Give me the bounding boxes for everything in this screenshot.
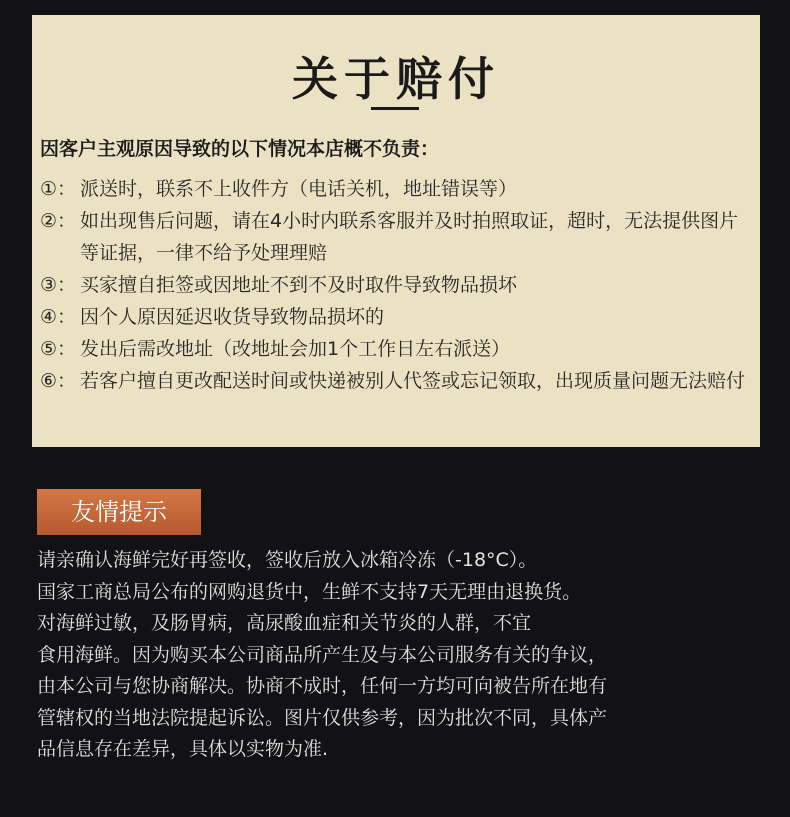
friendly-tip-badge: 友情提示 [37,489,201,535]
rule-number: ②： [40,210,77,232]
intro-text: 因客户主观原因导致的以下情况本店概不负责： [40,138,440,160]
tip-line: 食用海鲜。因为购买本公司商品所产生及与本公司服务有关的争议， [37,643,608,666]
list-item [40,205,752,269]
rule-number: ⑥： [40,370,77,392]
rule-text: 如出现售后问题，请在4小时内联系客服并及时拍照取证，超时，无法提供图片等证据，一律不给予处理理赔 [80,210,739,264]
tip-paragraph [37,545,757,766]
tip-line: 对海鲜过敏，及肠胃病，高尿酸血症和关节炎的人群，不宜 [37,612,532,634]
rule-text: 因个人原因延迟收货导致物品损坏的 [80,306,385,328]
title-divider [371,107,419,110]
rule-number: ⑤： [40,338,77,360]
panel-title: 关于赔付 [292,52,500,106]
rule-text: 派送时，联系不上收件方（电话关机，地址错误等） [80,178,518,200]
compensation-panel [32,15,760,447]
tip-line: 国家工商总局公布的网购退货中，生鲜不支持7天无理由退换货。 [37,580,582,603]
list-item [40,333,752,365]
rule-number: ③： [40,274,77,296]
tip-line: 管辖权的当地法院提起诉讼。图片仅供参考，因为批次不同，具体产 [37,706,608,729]
list-item [40,269,752,301]
rule-number: ①： [40,178,77,200]
rules-list [40,173,752,397]
list-item [40,365,752,397]
tip-line: 请亲确认海鲜完好再签收，签收后放入冰箱冷冻（-18°C）。 [37,549,538,571]
rule-number: ④： [40,306,77,328]
list-item [40,173,752,205]
tip-line: 品信息存在差异，具体以实物为准. [37,738,329,760]
list-item [40,301,752,333]
tip-line: 由本公司与您协商解决。协商不成时，任何一方均可向被告所在地有 [37,675,608,697]
rule-text: 买家擅自拒签或因地址不到不及时取件导致物品损坏 [80,274,518,296]
rule-text: 若客户擅自更改配送时间或快递被别人代签或忘记领取，出现质量问题无法赔付 [80,370,746,392]
rule-text: 发出后需改地址（改地址会加1个工作日左右派送） [80,338,511,360]
